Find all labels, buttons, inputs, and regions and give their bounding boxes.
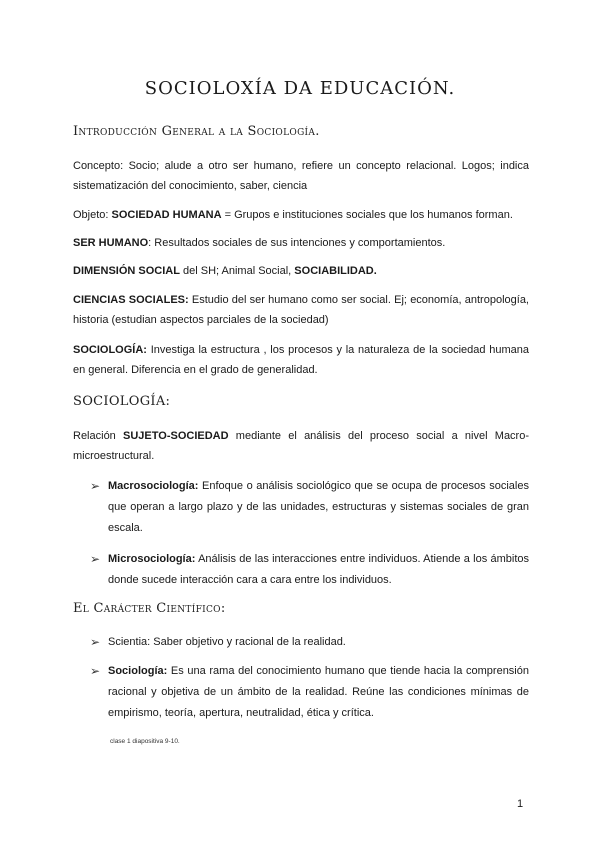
paragraph-ser-humano: SER HUMANO: Resultados sociales de sus intenciones y comportamientos. [73, 237, 446, 249]
section-heading-sociologia: SOCIOLOGÍA: [73, 394, 171, 409]
footnote: clase 1 diapositiva 9-10. [110, 738, 180, 745]
list-item-microsociologia: ➢ Microsociología: Análisis de las interacciones entre individuos. Atiende a los ámbitos donde sucede interacción cara a cara entre los individuos. [90, 549, 529, 591]
paragraph-concepto: Concepto: Socio; alude a otro ser humano, refiere un concepto relacional. Logos; indica sistematización del conocimiento, saber, ciencia [73, 160, 529, 192]
paragraph-objeto: Objeto: SOCIEDAD HUMANA = Grupos e instituciones sociales que los humanos forman. [73, 209, 513, 221]
page-number: 1 [517, 798, 524, 810]
document-title: SOCIOLOXÍA DA EDUCACIÓN. [144, 78, 456, 99]
list-item-macrosociologia: ➢ Macrosociología: Enfoque o análisis sociológico que se ocupa de procesos sociales que operan a largo plazo y de las unidades, estructuras y sistemas sociales de gran escala. [90, 476, 529, 539]
paragraph-sociologia: SOCIOLOGÍA: Investiga la estructura , los procesos y la naturaleza de la sociedad humana en general. Diferencia en el grado de generalidad. [73, 344, 529, 376]
arrow-bullet-icon: ➢ [90, 479, 101, 493]
list-item-scientia: ➢ Scientia: Saber objetivo y racional de la realidad. [90, 632, 529, 653]
section-heading-caracter-cientifico: El Carácter Científico: [73, 601, 226, 616]
arrow-bullet-icon: ➢ [90, 635, 101, 649]
paragraph-ciencias-sociales: CIENCIAS SOCIALES: Estudio del ser humano como ser social. Ej; economía, antropología, historia (estudian aspectos parciales de la sociedad) [73, 294, 529, 326]
section-heading-intro: Introducción General a la Sociología. [73, 124, 320, 139]
paragraph-relacion: Relación SUJETO-SOCIEDAD mediante el análisis del proceso social a nivel Macro-microestructural. [73, 430, 530, 462]
paragraph-dimension-social: DIMENSIÓN SOCIAL del SH; Animal Social, SOCIABILIDAD. [73, 265, 377, 277]
arrow-bullet-icon: ➢ [90, 552, 101, 566]
arrow-bullet-icon: ➢ [90, 664, 101, 678]
list-item-sociologia: ➢ Sociología: Es una rama del conocimiento humano que tiende hacia la comprensión racional y objetiva de un ámbito de la realidad. Reúne las condiciones mínimas de empirismo, teoría, apertura, neutralidad, ética y crítica. [90, 661, 529, 724]
